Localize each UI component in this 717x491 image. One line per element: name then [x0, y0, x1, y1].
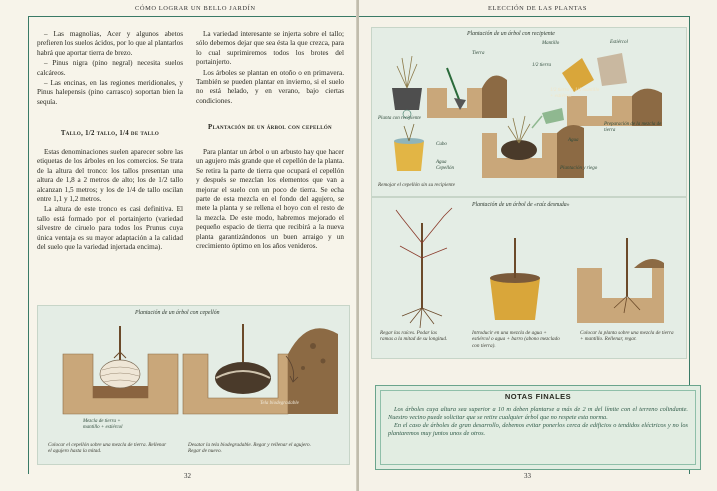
- heading-cepellon: Plantación de un árbol con cepellón: [208, 124, 332, 131]
- left-page: [0, 0, 358, 491]
- left-col2-top: [196, 30, 344, 107]
- notas-finales-title: NOTAS FINALES: [504, 392, 572, 401]
- label-half-tierra: 1/2 tierra: [532, 63, 552, 68]
- label-agua-cepellon: Agua Cepellón: [436, 160, 455, 171]
- caption-raiz-1: Regar las raíces. Podar las ramas a la mitad de su longitud.: [380, 330, 448, 343]
- paragraph: En el caso de árboles de gran desarrollo, debemos evitar ponerlos cerca de edificios o tendidos eléctricos y no los plantaremos muy juntos unos de otros.: [388, 422, 688, 437]
- heading-tallo: Tallo, 1/2 tallo, 1/4 de tallo: [60, 130, 160, 137]
- label-mix: 1/2 tierra + 1/4 mantillo + estiércol: [550, 88, 600, 99]
- left-col1-top: [37, 30, 183, 108]
- paragraph: Los árboles se plantan en otoño o en primavera. También se pueden plantar en invierno, si el suelo no está helado, y en verano, bajo ciertas condiciones.: [196, 68, 344, 105]
- caption-raiz-2: Introducir en una mezcla de agua + estiércol o agua + barro (abono mezclado con tierra).: [472, 330, 560, 349]
- caption-raiz-3: Colocar la planta sobre una mezcla de tierra + mantillo. Rellenar, regar.: [580, 330, 674, 343]
- caption-2: Desatar la tela biodegradable. Regar y rellenar el agujero. Regar de nuevo.: [188, 442, 311, 455]
- page-number-right: 33: [524, 472, 531, 480]
- cepellon-illustration-panel: [37, 305, 350, 465]
- panel-title: Plantación de un árbol de «raíz desnuda»: [472, 202, 570, 208]
- label-plantacion-riego: Plantación y riego: [560, 166, 598, 171]
- recipiente-illustration-panel: [371, 27, 687, 197]
- left-col1-bottom: [37, 148, 183, 253]
- left-margin-rule: [28, 16, 29, 474]
- left-col2-bottom: [196, 148, 344, 252]
- label-estiercol: Estiércol: [610, 40, 628, 45]
- left-header-rule: [28, 16, 358, 17]
- right-page: [359, 0, 717, 491]
- label-tela: Tela biodegradable: [260, 401, 299, 406]
- caption-remojar: Remojar el cepellón sin su recipiente: [378, 182, 455, 188]
- page-number-left: 32: [184, 472, 191, 480]
- right-running-head: ELECCIÓN DE LAS PLANTAS: [488, 5, 588, 12]
- label-preparacion: Preparación de la mezcla de tierra: [604, 122, 662, 133]
- paragraph: Estas denominaciones suelen aparecer sobre las etiquetas de los árboles en los comercios. Se trata de la altura del tronco: los tallos presentan una altura de 1,8 a 2 metros de alto; los de 1/2 tallo alcanzan 1,5 metros; y los de 1/4 de tallo oscilan entre 1,1 y 1,2 metros.: [37, 148, 183, 204]
- label-mix: Mezcla de tierra + mantillo + estiércol: [83, 419, 123, 430]
- panel-title: Plantación de un árbol con recipiente: [467, 31, 555, 37]
- paragraph: La variedad interesante se injerta sobre el tallo; sólo debemos dejar que sea ésta la que crezca, para lo cual suprimiremos todos los brotes del portainjerto.: [196, 30, 344, 67]
- paragraph: Para plantar un árbol o un arbusto hay que hacer un agujero más grande que el cepellón de la planta. Se retira la parte de tierra que ocupará el cepellón y después se mezclan los elementos que van a mejorar el suelo con un poco de tierra. Se echa parte de esta mezcla en el fondo del agujero, se mete la planta y se rellena el hoyo con el resto de la mezcla. De este modo, habremos mejorado el pequeño espacio de tierra que recibirá a la nueva planta garantizándonos un buen arraigo y un crecimiento óptimo en los años venideros.: [196, 148, 344, 251]
- label-planta-recipiente: Planta con recipiente: [378, 116, 421, 121]
- notas-finales-box: [375, 385, 701, 470]
- paragraph: – Las magnolias, Acer y algunos abetos prefieren los suelos ácidos, por lo que al plantarlos habrá que aportar tierra de brezo.: [37, 30, 183, 57]
- paragraph: La altura de este tronco es casi definitiva. El tallo está formado por el portainjerto (variedad silvestre de ciruelo para todos los Prunus cuya única ventaja es su mayor adaptación a la calidad del suelo que la variedad injertada encima).: [37, 205, 183, 252]
- panel-title: Plantación de un árbol con cepellón: [135, 310, 220, 316]
- label-agua: Agua: [568, 138, 579, 143]
- right-header-rule: [359, 16, 689, 17]
- label-cubo: Cubo: [436, 142, 447, 147]
- notas-finales-text: [388, 406, 688, 438]
- raiz-desnuda-illustration-panel: [371, 197, 687, 359]
- left-running-head: CÓMO LOGRAR UN BELLO JARDÍN: [135, 5, 256, 12]
- label-mantillo: Mantillo: [542, 41, 560, 46]
- cepellon-illustration: [38, 306, 349, 464]
- recipiente-illustration: [372, 28, 686, 196]
- paragraph: Los árboles cuya altura sea superior a 10 m deben plantarse a más de 2 m del límite con el terreno colindante. Nuestro vecino puede solicitar que se retire cualquier árbol que no respete esta norma.: [388, 406, 688, 421]
- paragraph: – Pinus nigra (pino negral) necesita suelos calcáreos.: [37, 59, 183, 77]
- paragraph: – Las encinas, en las regiones meridionales, y Pinus halepensis (pino carrasco) soportan bien la sequía.: [37, 79, 183, 106]
- caption-1: Colocar el cepellón sobre una mezcla de tierra. Rellenar el agujero hasta la mitad.: [48, 442, 167, 455]
- label-tierra: Tierra: [472, 51, 485, 56]
